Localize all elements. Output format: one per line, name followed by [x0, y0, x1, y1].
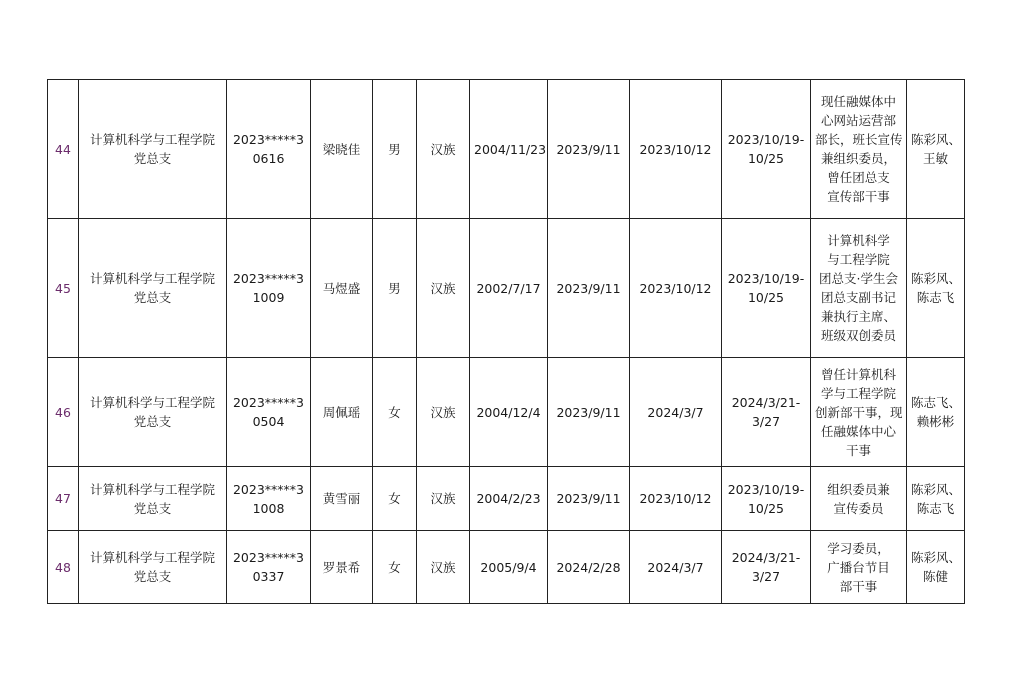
position-line: 宣传部干事	[827, 189, 890, 204]
gender-cell: 女	[373, 467, 417, 531]
position-line: 兼组织委员，	[820, 151, 896, 166]
training-period-line: 10/25	[747, 500, 785, 516]
training-period-line: 10/25	[747, 151, 785, 166]
ethnicity-cell: 汉族	[417, 467, 470, 531]
organization-line: 党总支	[133, 151, 172, 166]
training-period-line: 2023/10/19-	[727, 132, 805, 147]
contact-line: 陈志飞	[916, 500, 955, 516]
training-period-cell	[722, 358, 811, 467]
organization-cell	[79, 219, 227, 358]
table-body	[48, 80, 965, 604]
activist-date-cell: 2024/3/7	[630, 358, 722, 467]
student-id-line: 2023*****3	[232, 271, 304, 286]
position-cell	[811, 80, 907, 219]
training-period-cell	[722, 531, 811, 604]
position-line: 学习委员，	[827, 540, 890, 556]
contacts-cell	[907, 467, 965, 531]
member-table	[47, 79, 965, 604]
name-cell: 梁晓佳	[311, 80, 373, 219]
row-number: 46	[48, 358, 79, 467]
gender-cell: 女	[373, 358, 417, 467]
contact-line: 王敏	[922, 151, 948, 166]
student-id-line: 0504	[252, 414, 285, 429]
row-number: 47	[48, 467, 79, 531]
student-id-line: 2023*****3	[232, 550, 304, 565]
position-line: 任融媒体中心	[820, 423, 896, 439]
name-cell: 周佩瑶	[311, 358, 373, 467]
ethnicity-cell: 汉族	[417, 219, 470, 358]
training-period-cell	[722, 219, 811, 358]
name-cell: 罗景希	[311, 531, 373, 604]
contact-line: 陈彩风、	[911, 271, 962, 286]
row-number: 44	[48, 80, 79, 219]
student-id-line: 2023*****3	[232, 395, 304, 410]
student-id-line: 2023*****3	[232, 132, 304, 147]
table-row	[48, 219, 965, 358]
training-period-line: 2023/10/19-	[727, 271, 805, 286]
student-id-cell	[227, 358, 311, 467]
position-line: 团总支·学生会	[819, 271, 898, 286]
birth-date-cell: 2004/12/4	[470, 358, 548, 467]
organization-line: 党总支	[133, 414, 172, 429]
student-id-line: 0337	[252, 569, 285, 584]
organization-line: 党总支	[133, 290, 172, 305]
position-line: 组织委员兼	[827, 481, 890, 497]
gender-cell: 男	[373, 80, 417, 219]
gender-cell: 女	[373, 531, 417, 604]
position-cell	[811, 219, 907, 358]
student-id-line: 2023*****3	[232, 481, 304, 497]
table-row	[48, 80, 965, 219]
name-cell: 黄雪丽	[311, 467, 373, 531]
training-period-cell	[722, 467, 811, 531]
organization-line: 计算机科学与工程学院	[89, 132, 215, 147]
training-period-line: 2024/3/21-	[731, 395, 801, 410]
student-id-cell	[227, 467, 311, 531]
contact-line: 陈健	[922, 569, 948, 584]
ethnicity-cell: 汉族	[417, 531, 470, 604]
contact-line: 赖彬彬	[916, 414, 955, 429]
position-line: 广播台节目	[827, 559, 890, 575]
birth-date-cell: 2004/2/23	[470, 467, 548, 531]
contact-line: 陈志飞、	[911, 395, 962, 410]
ethnicity-cell: 汉族	[417, 80, 470, 219]
table-row	[48, 358, 965, 467]
activist-date-cell: 2023/10/12	[630, 467, 722, 531]
application-date-cell: 2024/2/28	[548, 531, 630, 604]
application-date-cell: 2023/9/11	[548, 358, 630, 467]
organization-cell	[79, 531, 227, 604]
contacts-cell	[907, 80, 965, 219]
position-line: 曾任团总支	[827, 170, 890, 185]
organization-cell	[79, 358, 227, 467]
training-period-line: 10/25	[747, 290, 785, 305]
activist-date-cell: 2023/10/12	[630, 219, 722, 358]
organization-cell	[79, 80, 227, 219]
position-line: 计算机科学	[827, 233, 890, 248]
student-id-line: 1008	[252, 500, 285, 516]
position-line: 曾任计算机科	[820, 366, 896, 382]
position-line: 现任融媒体中	[820, 94, 896, 109]
student-id-line: 1009	[252, 290, 285, 305]
training-period-line: 2024/3/21-	[731, 550, 801, 565]
position-line: 部长，班长宣传	[815, 132, 903, 147]
position-cell	[811, 531, 907, 604]
activist-date-cell: 2024/3/7	[630, 531, 722, 604]
position-line: 干事	[845, 442, 871, 458]
training-period-line: 3/27	[751, 414, 781, 429]
position-line: 团总支副书记	[820, 290, 896, 305]
contact-line: 陈志飞	[916, 290, 955, 305]
activist-date-cell: 2023/10/12	[630, 80, 722, 219]
row-number: 48	[48, 531, 79, 604]
position-line: 创新部干事，现	[815, 404, 903, 420]
student-id-cell	[227, 219, 311, 358]
contacts-cell	[907, 219, 965, 358]
organization-line: 计算机科学与工程学院	[89, 550, 215, 565]
organization-line: 党总支	[133, 569, 172, 584]
application-date-cell: 2023/9/11	[548, 80, 630, 219]
organization-line: 计算机科学与工程学院	[89, 481, 215, 497]
training-period-line: 3/27	[751, 569, 781, 584]
organization-line: 党总支	[133, 500, 172, 516]
table-row	[48, 467, 965, 531]
position-line: 与工程学院	[827, 252, 890, 267]
organization-cell	[79, 467, 227, 531]
birth-date-cell: 2002/7/17	[470, 219, 548, 358]
position-line: 部干事	[839, 578, 878, 594]
position-line: 兼执行主席、	[820, 309, 896, 324]
position-cell	[811, 467, 907, 531]
contacts-cell	[907, 531, 965, 604]
position-cell	[811, 358, 907, 467]
name-cell: 马煜盛	[311, 219, 373, 358]
contacts-cell	[907, 358, 965, 467]
student-id-cell	[227, 531, 311, 604]
table-row	[48, 531, 965, 604]
application-date-cell: 2023/9/11	[548, 219, 630, 358]
position-line: 心网站运营部	[820, 113, 896, 128]
organization-line: 计算机科学与工程学院	[89, 395, 215, 410]
student-id-line: 0616	[252, 151, 285, 166]
gender-cell: 男	[373, 219, 417, 358]
contact-line: 陈彩风、	[911, 481, 962, 497]
organization-line: 计算机科学与工程学院	[89, 271, 215, 286]
position-line: 班级双创委员	[820, 328, 896, 343]
application-date-cell: 2023/9/11	[548, 467, 630, 531]
training-period-line: 2023/10/19-	[727, 481, 805, 497]
ethnicity-cell: 汉族	[417, 358, 470, 467]
birth-date-cell: 2005/9/4	[470, 531, 548, 604]
training-period-cell	[722, 80, 811, 219]
contact-line: 陈彩风、	[911, 132, 962, 147]
position-line: 学与工程学院	[820, 385, 896, 401]
student-id-cell	[227, 80, 311, 219]
position-line: 宣传委员	[833, 500, 884, 516]
row-number: 45	[48, 219, 79, 358]
birth-date-cell: 2004/11/23	[470, 80, 548, 219]
contact-line: 陈彩风、	[911, 550, 962, 565]
